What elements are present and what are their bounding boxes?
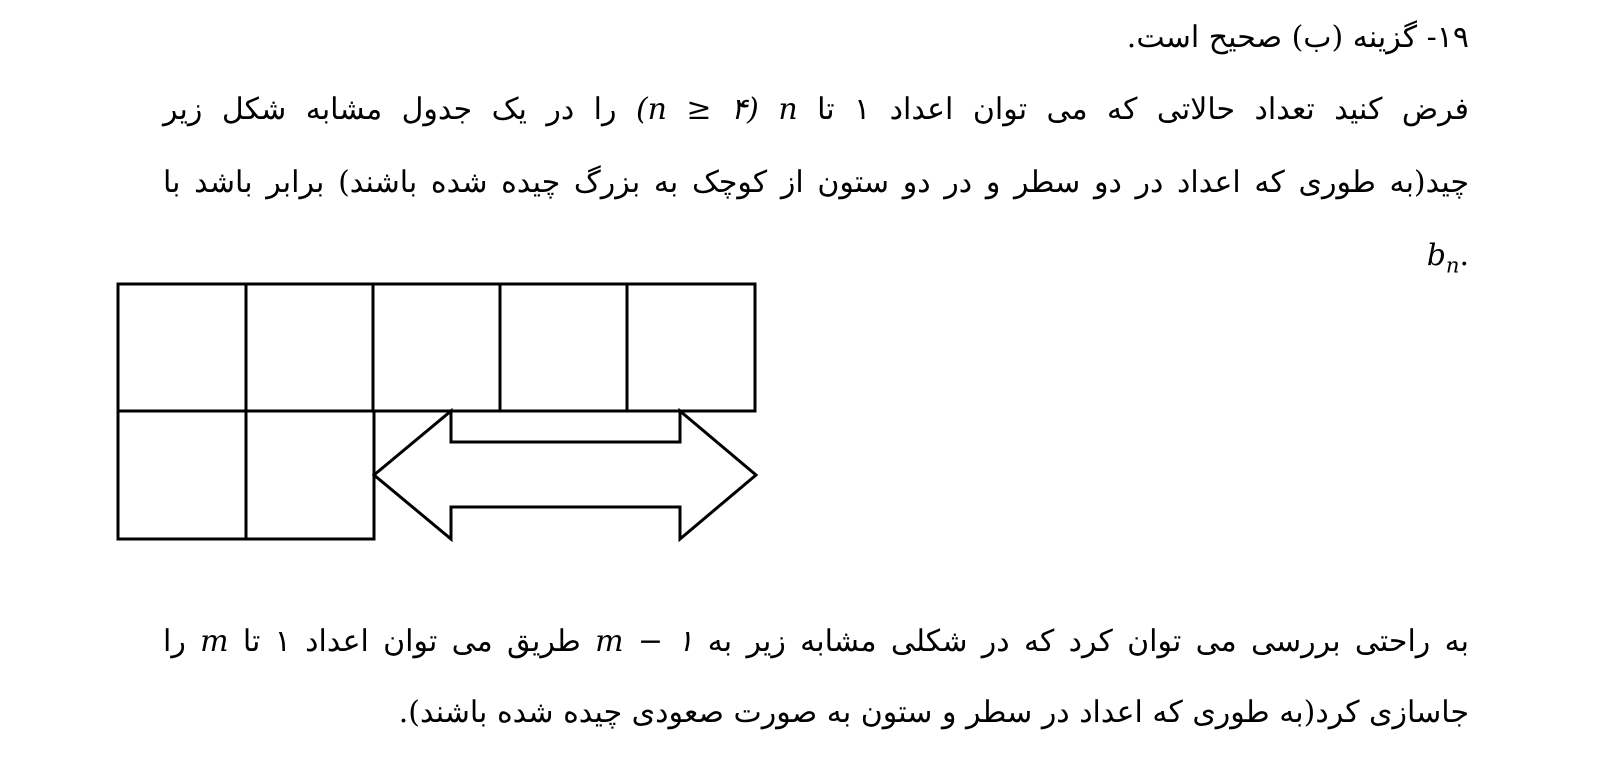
math-n: n: [778, 92, 798, 127]
math-condition: (n ≥ ۴): [635, 92, 759, 127]
table-cell: [246, 284, 373, 411]
table-cell: [373, 284, 500, 411]
paragraph1-line2: چید(به طوری که اعداد در دو سطر و در دو ستون از کوچک به بزرگ چیده شده باشند) برابر باشد با: [163, 165, 1469, 200]
table-cell: [500, 284, 627, 411]
double-arrow-icon: [374, 411, 756, 539]
table-cell: [118, 284, 246, 411]
paragraph2-line1: به راحتی بررسی می توان کرد که در شکلی مشابه زیر به m − ۱ طریق می توان اعداد ۱ تا m را: [163, 624, 1470, 659]
table-cell: [627, 284, 755, 411]
paragraph1-line3: $.b_n$: [1426, 238, 1469, 278]
math-b-n: $b_n$: [1426, 238, 1460, 278]
paragraph2-line2: جاسازی کرد(به طوری که اعداد در سطر و ستون به صورت صعودی چیده شده باشند).: [398, 695, 1469, 730]
solution-heading: ۱۹- گزینه (ب) صحیح است.: [1126, 20, 1469, 55]
paragraph1-line1: فرض کنید تعداد حالاتی که می توان اعداد ۱ تا n (n ≥ ۴) را در یک جدول مشابه شکل زیر: [163, 92, 1469, 127]
math-m: m: [200, 624, 229, 659]
math-m-minus-1: m − ۱: [595, 624, 694, 659]
table-cell: [246, 411, 374, 539]
table-cell: [118, 411, 246, 539]
